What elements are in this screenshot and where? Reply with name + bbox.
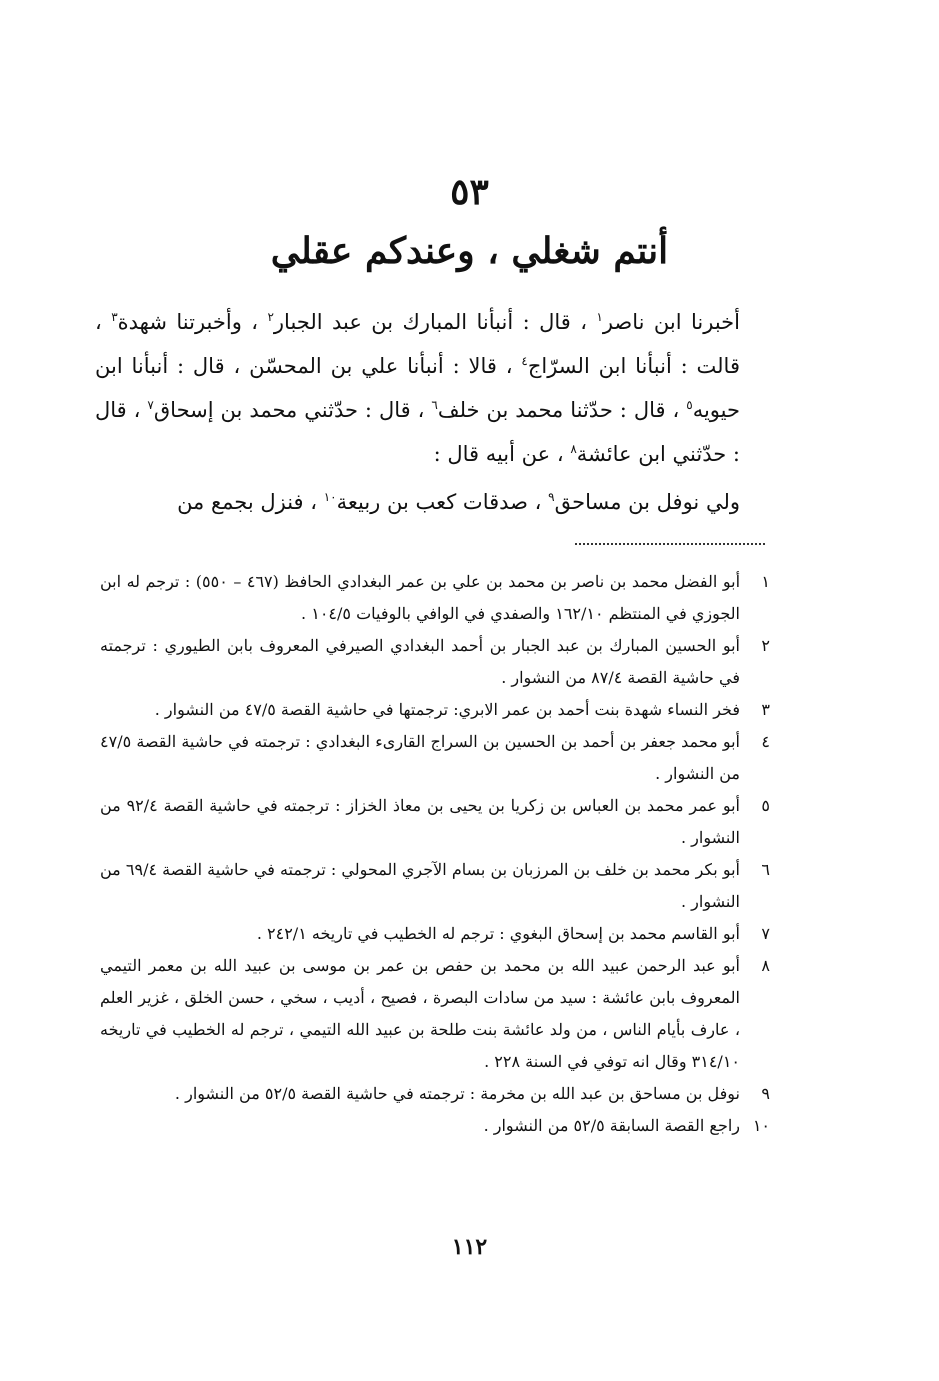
text-run: ولي نوفل بن مساحق [554, 490, 740, 514]
footnote-marker: ٨ [570, 442, 577, 456]
text-run: ، صدقات كعب بن ربيعة [336, 490, 549, 514]
footnote-item [100, 950, 770, 1078]
text-run: ، قالا : أنبأنا علي بن المحسّن ، قال : أنبأنا ابن حيويه [95, 354, 740, 422]
footnote-item [100, 918, 770, 950]
footnote-text: أبو الفضل محمد بن ناصر بن محمد بن علي بن عمر البغدادي الحافظ (٤٦٧ – ٥٥٠) : ترجم له ابن الجوزي في المنتظم ١٦٢/١٠ والصفدي في الوافي بالوفيات ١٠٤/٥ . [100, 572, 741, 623]
body-text [95, 300, 740, 524]
footnote-item [100, 566, 770, 630]
footnote-item [100, 790, 770, 854]
footnote-text: راجع القصة السابقة ٥٢/٥ من النشوار . [483, 1116, 740, 1135]
footnote-number: ٤ [761, 732, 770, 751]
text-run: ، قالت : أنبأنا ابن السرّاج [95, 310, 740, 378]
footnote-number: ٦ [761, 860, 770, 879]
story-title: أنتم شغلي ، وعندكم عقلي [270, 230, 669, 272]
footnote-item [100, 694, 770, 726]
body-paragraph-1 [95, 300, 740, 476]
footnote-number: ٣ [761, 700, 770, 719]
footnote-marker: ٦ [431, 398, 438, 412]
footnote-text: أبو عبد الرحمن عبيد الله بن محمد بن حفص بن عمر بن موسى بن عبيد الله بن معمر التيمي المعروف بابن عائشة : سيد من سادات البصرة ، فصيح ، أديب ، سخي ، حسن الخلق ، غزير العلم ، عارف بأيام الناس ، من ولد عائشة بنت طلحة بن عبيد الله التيمي ، ترجم له الخطيب في تاريخه ٣١٤/١٠ وقال انه توفي في السنة ٢٢٨ . [100, 956, 740, 1071]
footnote-text: أبو القاسم محمد بن إسحاق البغوي : ترجم له الخطيب في تاريخه ٢٤٢/١ . [256, 924, 740, 943]
footnote-item [100, 630, 770, 694]
footnote-text: فخر النساء شهدة بنت أحمد بن عمر الابري: ترجمتها في حاشية القصة ٤٧/٥ من النشوار . [154, 700, 740, 719]
footnote-number: ٩ [761, 1084, 770, 1103]
footnote-marker: ٢ [267, 310, 274, 324]
footnote-text: أبو الحسين المبارك بن عبد الجبار بن أحمد البغدادي الصيرفي المعروف بابن الطيوري : ترجمته في حاشية القصة ٨٧/٤ من النشوار . [100, 636, 740, 687]
footnote-number: ٨ [761, 956, 770, 975]
footnote-divider [575, 543, 765, 545]
text-run: ، قال : حدّثنا محمد بن خلف [437, 398, 687, 422]
footnote-marker: ٥ [686, 398, 693, 412]
footnote-item [100, 1078, 770, 1110]
footnote-marker: ٤ [521, 354, 528, 368]
text-run: ، قال : أنبأنا المبارك بن عبد الجبار [273, 310, 597, 334]
footnote-text: نوفل بن مساحق بن عبد الله بن مخرمة : ترجمته في حاشية القصة ٥٢/٥ من النشوار . [174, 1084, 740, 1103]
footnote-text: أبو بكر محمد بن خلف بن المرزبان بن بسام الآجري المحولي : ترجمته في حاشية القصة ٦٩/٤ من النشوار . [100, 860, 740, 911]
footnote-text: أبو عمر محمد بن العباس بن زكريا بن يحيى بن معاذ الخزاز : ترجمته في حاشية القصة ٩٢/٤ من النشوار . [100, 796, 740, 847]
story-number: ٥٣ [450, 171, 489, 213]
text-run: ، قال : حدّثني محمد بن إسحاق [153, 398, 432, 422]
footnote-item [100, 854, 770, 918]
page-number: ١١٢ [451, 1234, 488, 1260]
text-run: ، قال : حدّثني ابن عائشة [95, 398, 740, 466]
text-run: ، وأخبرتنا شهدة [117, 310, 268, 334]
text-run: أخبرنا ابن ناصر [602, 310, 740, 334]
footnote-marker: ٧ [147, 398, 154, 412]
footnote-item [100, 726, 770, 790]
footnote-marker: ٣ [111, 310, 118, 324]
footnote-marker: ٩ [548, 490, 555, 504]
footnote-item [100, 1110, 770, 1142]
footnote-text: أبو محمد جعفر بن أحمد بن الحسين بن السراج القارىء البغدادي : ترجمته في حاشية القصة ٤٧/٥ من النشوار . [100, 732, 740, 783]
footnotes-list [100, 566, 770, 1142]
footnote-marker: ١٠ [323, 490, 337, 504]
footnote-number: ٧ [761, 924, 770, 943]
footnote-number: ١ [761, 572, 770, 591]
text-run: ، فنزل بجمع من [177, 490, 324, 514]
footnote-number: ١٠ [752, 1116, 770, 1135]
body-paragraph-2 [95, 480, 740, 524]
footnote-number: ٥ [761, 796, 770, 815]
text-run: ، عن أبيه قال : [433, 442, 571, 466]
footnote-marker: ١ [596, 310, 603, 324]
footnote-number: ٢ [761, 636, 770, 655]
